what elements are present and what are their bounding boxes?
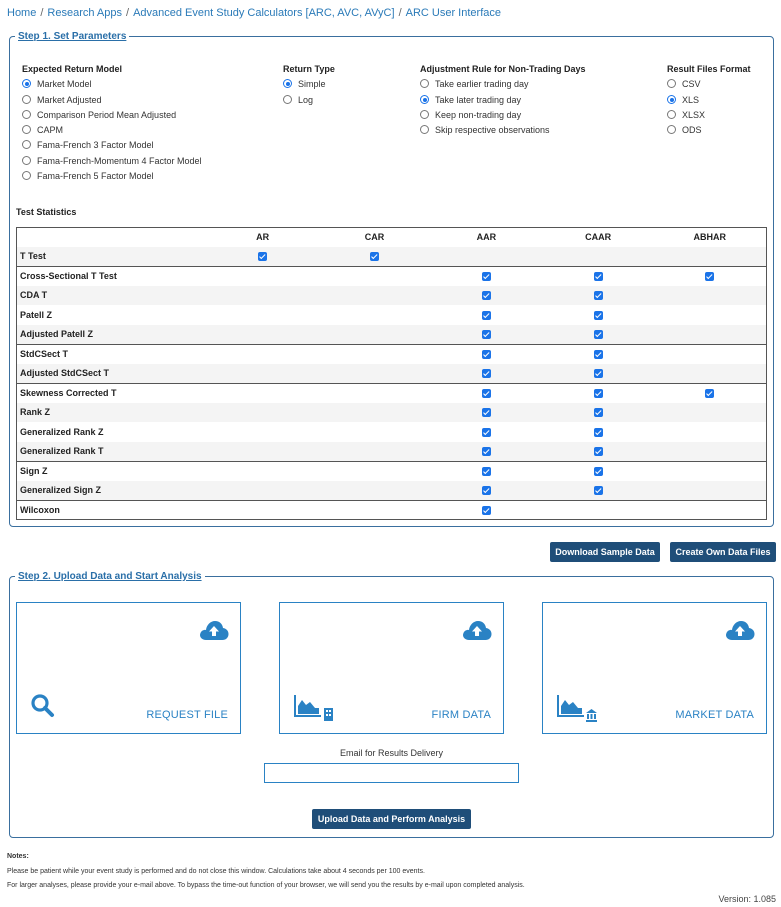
table-cell [206,481,319,501]
checkbox-checked[interactable] [482,408,491,417]
radio-icon[interactable] [420,125,429,134]
test-name: Generalized Sign Z [17,481,207,501]
table-cell [206,461,319,481]
radio-icon[interactable] [22,95,31,104]
upload-and-analyze-button[interactable]: Upload Data and Perform Analysis [312,809,471,829]
checkbox-checked[interactable] [482,486,491,495]
table-cell [430,325,543,345]
table-row [17,266,767,286]
radio-icon[interactable] [667,125,676,134]
table-cell [654,266,767,286]
test-name: Rank Z [17,403,207,423]
notes-title: Notes: [7,853,29,860]
test-name: T Test [17,247,207,267]
table-cell [430,422,543,442]
table-cell [319,383,430,403]
checkbox-checked[interactable] [258,252,267,261]
version-label: Version: 1.085 [718,894,776,904]
radio-icon[interactable] [283,79,292,88]
table-cell [654,383,767,403]
table-cell [654,500,767,520]
table-cell [430,364,543,384]
table-header-ar: AR [256,232,270,243]
table-row [17,442,767,462]
table-cell [206,442,319,462]
checkbox-checked[interactable] [594,467,603,476]
model-group-title: Expected Return Model [22,64,123,74]
table-cell [543,403,654,423]
search-icon [30,693,56,724]
table-cell [206,383,319,403]
radio-icon[interactable] [22,110,31,119]
table-cell [654,442,767,462]
table-cell [319,266,430,286]
table-row [17,364,767,384]
checkbox-checked[interactable] [370,252,379,261]
table-cell [543,383,654,403]
checkbox-checked[interactable] [705,272,714,281]
step2-legend: Step 2. Upload Data and Start Analysis [18,571,202,582]
breadcrumb-calculators-link[interactable]: Advanced Event Study Calculators [ARC, AVC, AVyC] [133,7,395,19]
checkbox-checked[interactable] [482,350,491,359]
table-cell [206,422,319,442]
checkbox-checked[interactable] [594,408,603,417]
table-header-empty [17,228,207,247]
checkbox-checked[interactable] [594,350,603,359]
checkbox-checked[interactable] [594,311,603,320]
model-option-ffm4[interactable]: Fama-French-Momentum 4 Factor Model [22,155,202,167]
checkbox-checked[interactable] [482,330,491,339]
table-cell [430,481,543,501]
table-cell [543,500,654,520]
table-cell [543,422,654,442]
table-cell [543,461,654,481]
checkbox-checked[interactable] [594,447,603,456]
radio-icon[interactable] [283,95,292,104]
radio-icon[interactable] [420,110,429,119]
firm-data-card[interactable] [279,602,504,734]
table-cell [543,442,654,462]
test-name: Patell Z [20,309,53,320]
checkbox-checked[interactable] [482,272,491,281]
adjust-group-title: Adjustment Rule for Non-Trading Days [420,64,586,74]
breadcrumb: Home / Research Apps / Advanced Event Study Calculators [ARC, AVC, AVyC] / ARC User Interface [7,7,501,19]
table-cell [543,305,654,325]
test-name: CDA T [17,286,207,306]
table-cell [430,344,543,364]
radio-icon[interactable] [22,125,31,134]
radio-icon[interactable] [667,79,676,88]
table-row [17,481,767,501]
table-row [17,403,767,423]
table-cell [430,500,543,520]
cloud-upload-icon [199,619,229,646]
table-header-caar: CAAR [585,232,612,243]
table-row [17,325,767,345]
breadcrumb-current[interactable]: ARC User Interface [405,7,501,19]
radio-icon[interactable] [420,95,429,104]
table-cell [206,286,319,306]
table-cell [430,305,543,325]
radio-icon[interactable] [22,140,31,149]
test-name: Wilcoxon [17,500,207,520]
table-cell [430,286,543,306]
model-option-ff3[interactable]: Fama-French 3 Factor Model [22,139,154,151]
email-field[interactable] [264,763,519,783]
table-cell [430,403,543,423]
market-data-label: MARKET DATA [675,709,754,721]
checkbox-checked[interactable] [482,369,491,378]
test-statistics-table [16,227,767,520]
table-cell [206,403,319,423]
table-cell [319,442,430,462]
table-cell [319,344,430,364]
table-cell [654,403,767,423]
return-group-title: Return Type [283,64,335,74]
table-cell [543,247,654,267]
format-option-xls[interactable]: XLS [667,94,699,106]
table-cell [654,286,767,306]
table-cell [430,383,543,403]
checkbox-checked[interactable] [705,389,714,398]
test-name: Skewness Corrected T [17,383,207,403]
cloud-upload-icon [725,619,755,646]
table-cell [319,422,430,442]
model-option-market-model[interactable]: Market Model [22,78,92,90]
table-row [17,305,767,325]
cloud-upload-icon [462,619,492,646]
checkbox-checked[interactable] [594,486,603,495]
table-cell [319,286,430,306]
table-cell [543,325,654,345]
test-name: Adjusted StdCSect T [17,364,207,384]
radio-icon[interactable] [667,95,676,104]
adjust-option-keep[interactable]: Keep non-trading day [420,109,521,121]
model-option-capm[interactable]: CAPM [22,124,63,136]
table-cell [543,344,654,364]
test-name: Sign Z [17,461,207,481]
table-cell [319,500,430,520]
test-name: Adjusted Patell Z [17,325,207,345]
table-cell [430,266,543,286]
checkbox-checked[interactable] [482,447,491,456]
table-row [17,383,767,403]
table-cell [319,481,430,501]
radio-icon[interactable] [420,79,429,88]
table-cell [654,461,767,481]
checkbox-checked[interactable] [594,272,603,281]
format-group-title: Result Files Format [667,64,751,74]
step1-legend: Step 1. Set Parameters [18,31,127,42]
table-cell [654,481,767,501]
table-header-abhar: ABHAR [693,232,727,243]
market-data-card[interactable] [542,602,767,734]
chart-building-icon [293,693,337,728]
format-option-xlsx[interactable]: XLSX [667,109,705,121]
table-cell [206,247,319,267]
test-name: Generalized Rank T [17,442,207,462]
table-cell [654,364,767,384]
table-row [17,247,767,267]
table-cell [543,364,654,384]
download-sample-data-button[interactable]: Download Sample Data [550,542,660,562]
checkbox-checked[interactable] [482,311,491,320]
table-row [17,344,767,364]
radio-icon[interactable] [22,79,31,88]
request-file-label: REQUEST FILE [146,709,228,721]
table-cell [206,364,319,384]
checkbox-checked[interactable] [594,428,603,437]
table-row [17,286,767,306]
checkbox-checked[interactable] [482,291,491,300]
table-row [17,422,767,442]
table-cell [543,266,654,286]
table-header-row [17,228,767,247]
checkbox-checked[interactable] [482,506,491,515]
table-cell [654,422,767,442]
model-option-ff5[interactable]: Fama-French 5 Factor Model [22,170,154,182]
table-cell [543,286,654,306]
return-option-simple[interactable]: Simple [283,78,326,90]
model-option-comparison-period[interactable]: Comparison Period Mean Adjusted [22,109,176,121]
table-cell [654,247,767,267]
notes-line-1: Please be patient while your event study is performed and do not close this window. Calculations take about 4 seconds per 100 events. [7,868,425,875]
table-header-aar: AAR [476,232,497,243]
table-cell [206,325,319,345]
table-cell [206,344,319,364]
table-cell [319,403,430,423]
table-header-car: CAR [364,232,385,243]
table-cell [319,325,430,345]
checkbox-checked[interactable] [594,291,603,300]
radio-icon[interactable] [22,171,31,180]
chart-bank-icon [556,693,600,728]
table-cell [654,305,767,325]
notes-line-2: For larger analyses, please provide your e-mail above. To bypass the time-out function of your browser, we will send you the results by e-mail upon completed analysis. [7,882,525,889]
return-option-log[interactable]: Log [283,94,313,106]
table-cell [206,266,319,286]
radio-icon[interactable] [667,110,676,119]
breadcrumb-home-link[interactable]: Home [7,7,37,19]
table-cell [654,344,767,364]
table-cell [430,247,543,267]
adjust-option-earlier[interactable]: Take earlier trading day [420,78,529,90]
request-file-card[interactable] [16,602,241,734]
checkbox-checked[interactable] [594,389,603,398]
radio-icon[interactable] [22,156,31,165]
checkbox-checked[interactable] [594,369,603,378]
checkbox-checked[interactable] [482,428,491,437]
test-statistics-title: Test Statistics [16,207,77,217]
table-cell [319,364,430,384]
table-cell [543,481,654,501]
adjust-option-later[interactable]: Take later trading day [420,94,521,106]
test-name: Cross-Sectional T Test [17,266,207,286]
test-name: Generalized Rank Z [20,426,104,437]
table-cell [206,305,319,325]
table-cell [319,461,430,481]
table-cell [206,500,319,520]
table-row [17,461,767,481]
checkbox-checked[interactable] [482,467,491,476]
breadcrumb-research-apps-link[interactable]: Research Apps [47,7,123,19]
format-option-csv[interactable]: CSV [667,78,701,90]
email-label: Email for Results Delivery [339,748,444,758]
table-cell [430,461,543,481]
table-row [17,500,767,520]
checkbox-checked[interactable] [482,389,491,398]
test-name: StdCSect T [17,344,207,364]
firm-data-label: FIRM DATA [431,709,491,721]
table-cell [319,247,430,267]
table-cell [430,442,543,462]
format-option-ods[interactable]: ODS [667,124,702,136]
create-own-data-files-button[interactable]: Create Own Data Files [670,542,776,562]
adjust-option-skip[interactable]: Skip respective observations [420,124,550,136]
table-cell [319,305,430,325]
table-cell [654,325,767,345]
checkbox-checked[interactable] [594,330,603,339]
model-option-market-adjusted[interactable]: Market Adjusted [22,94,102,106]
